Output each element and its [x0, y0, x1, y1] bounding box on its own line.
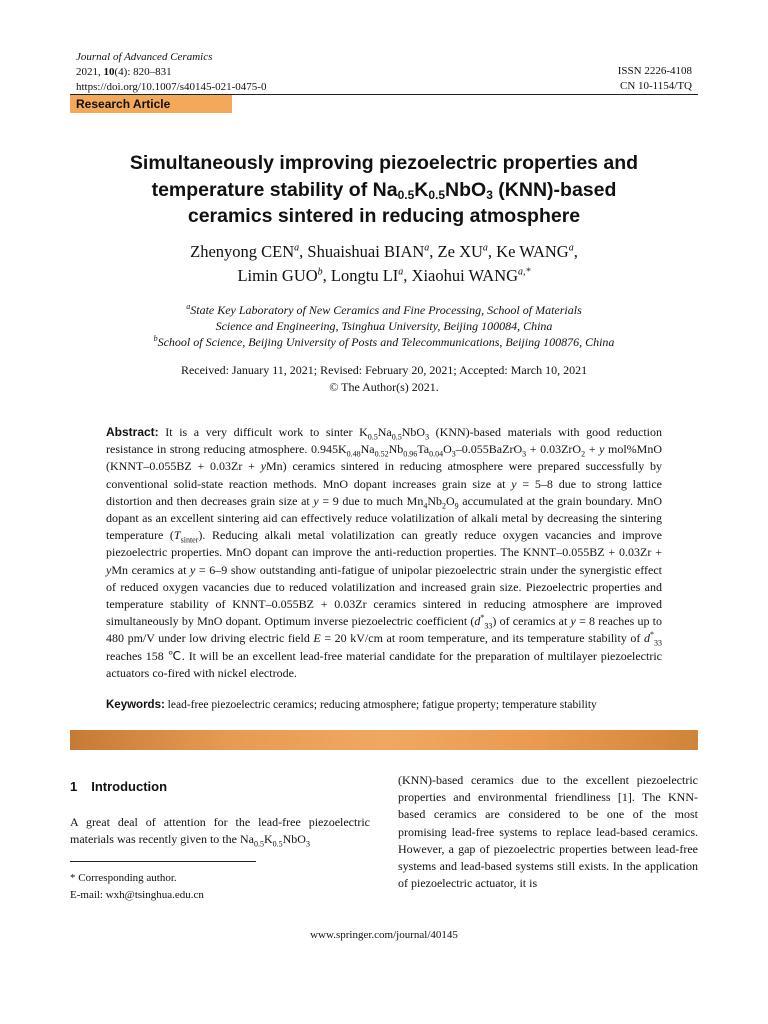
publication-dates: Received: January 11, 2021; Revised: February 20, 2021; Accepted: March 10, 2021 © The Author(s) 2021. [70, 362, 698, 396]
author: Zhenyong CEN$^a$, [190, 242, 308, 261]
contact-email[interactable]: E-mail: wxh@tsinghua.edu.cn [70, 889, 204, 901]
issn: ISSN 2226-4108 [617, 65, 692, 77]
author: Longtu $LI^a$, [330, 266, 412, 285]
paper-title: Simultaneously improving piezoelectric properties and temperature stability of $Na_{0.5}K_{0.5}NbO_3$ (KNN)-based ceramics sintered in reducing atmosphere [129, 152, 639, 227]
journal-name: Journal of Advanced Ceramics [76, 51, 213, 63]
doi-link[interactable]: https://doi.org/10.1007/s40145-021-0475-0 [76, 81, 267, 93]
decorative-band [70, 730, 698, 750]
issn-block [618, 64, 692, 94]
copyright: © The Author(s) 2021. [329, 380, 439, 394]
author: Shuaishuai BIAN$^a$, [307, 242, 438, 261]
abstract-label: Abstract: [106, 425, 159, 439]
keywords: Keywords: lead-free piezoelectric ceramics; reducing atmosphere; fatigue property; temperature stability [106, 699, 597, 711]
affiliation-a: $^a$State Key Laboratory of New Ceramics and Fine Processing, School of Materials [186, 302, 582, 317]
footnote: * Corresponding author. E-mail: wxh@tsinghua.edu.cn [70, 870, 204, 904]
author-list [70, 240, 698, 288]
author: Ke WANG$^a$, [496, 242, 578, 261]
author: Xiaohui $WANG^{a,*}$ [411, 266, 531, 285]
footnote-divider [70, 861, 256, 862]
section-heading: 1 Introduction [70, 779, 168, 794]
intro-paragraph-left: A great deal of attention for the lead-free piezoelectric materials was recently given to the $Na_{0.5}K_{0.5}NbO_3$ [70, 815, 370, 849]
affiliation-b: $^b$School of Science, Beijing University of Posts and Telecommunications, Beijing 100876, China [153, 334, 615, 349]
intro-paragraph-right: (KNN)-based ceramics due to the excellent piezoelectric properties and environmental friendliness [1]. The KNN-based ceramics are considered to be one of the most promising lead-free systems to replace lead-based ceramics. However, a gap of piezoelectric properties between lead-free systems and lead-based systems still exists. In the application of piezoelectric actuator, it is [398, 773, 698, 891]
author: Ze $XU^a$, [437, 242, 497, 261]
affiliations: $^a$State Key Laboratory of New Ceramics and Fine Processing, School of Materials Science and Engineering, Tsinghua University, Beijing 100084, China $^b$School of Science, Beijing University of Posts and Telecommunications, Beijing 100876, China [70, 302, 698, 350]
cn-number: CN 10-1154/TQ [619, 80, 692, 92]
footer-url[interactable]: www.springer.com/journal/40145 [310, 929, 458, 941]
journal-header [76, 50, 266, 95]
article-type-badge: Research Article [70, 95, 232, 113]
volume-info: 2021, 10(4): 820–831 [76, 66, 172, 78]
author: Limin GUO$^b$, [237, 266, 331, 285]
abstract: Abstract: It is a very difficult work to sinter $K_{0.5}Na_{0.5}NbO_3$ (KNN)-based materials with good reduction resistance in strong reducing atmosphere. $0.945K_{0.48}Na_{0.52}Nb_{0.96}Ta_{0.04}O_3-0.055BaZrO_3 + 0.03ZrO_2 + y$ mol%MnO (KNNT–0.055BZ + 0.03Zr + yMn) ceramics sintered in reducing atmosphere were prepared successfully by conventional solid-state reaction methods. MnO dopant increases grain size at y = 5–8 due to strong lattice distortion and then decreases grain size at y = 9 due to much $Mn_4Nb_2O_9$ accumulated at the grain boundary. MnO dopant as an excellent sintering aid can effectively reduce volatilization of alkali metal by decreasing the sintering temperature $(T_{sinter})$. Reducing alkali metal volatilization can greatly reduce oxygen vacancies and improve piezoelectric properties. MnO dopant can improve the anti-reduction properties. The KNNT–0.055BZ + 0.03Zr + yMn ceramics at y = 6–9 show outstanding anti-fatigue of unipolar piezoelectric strain under the synergistic effect of reduced oxygen vacancies due to reduced volatilization and increased grain size. Piezoelectric properties and temperature stability of KNNT–0.055BZ + 0.03Zr ceramics sintered in reducing atmosphere are improved simultaneously by MnO dopant. Optimum inverse piezoelectric coefficient $(d^*_{33})$ of ceramics at y = 8 reaches up to 480 pm/V under low driving electric field E = 20 kV/cm at room temperature, and its temperature stability of $d^*_{33}$ reaches 158 ℃. It will be an excellent lead-free material candidate for the preparation of multilayer piezoelectric actuators co-fired with nickel electrode. [106, 425, 663, 680]
keywords-label: Keywords: [106, 699, 165, 711]
